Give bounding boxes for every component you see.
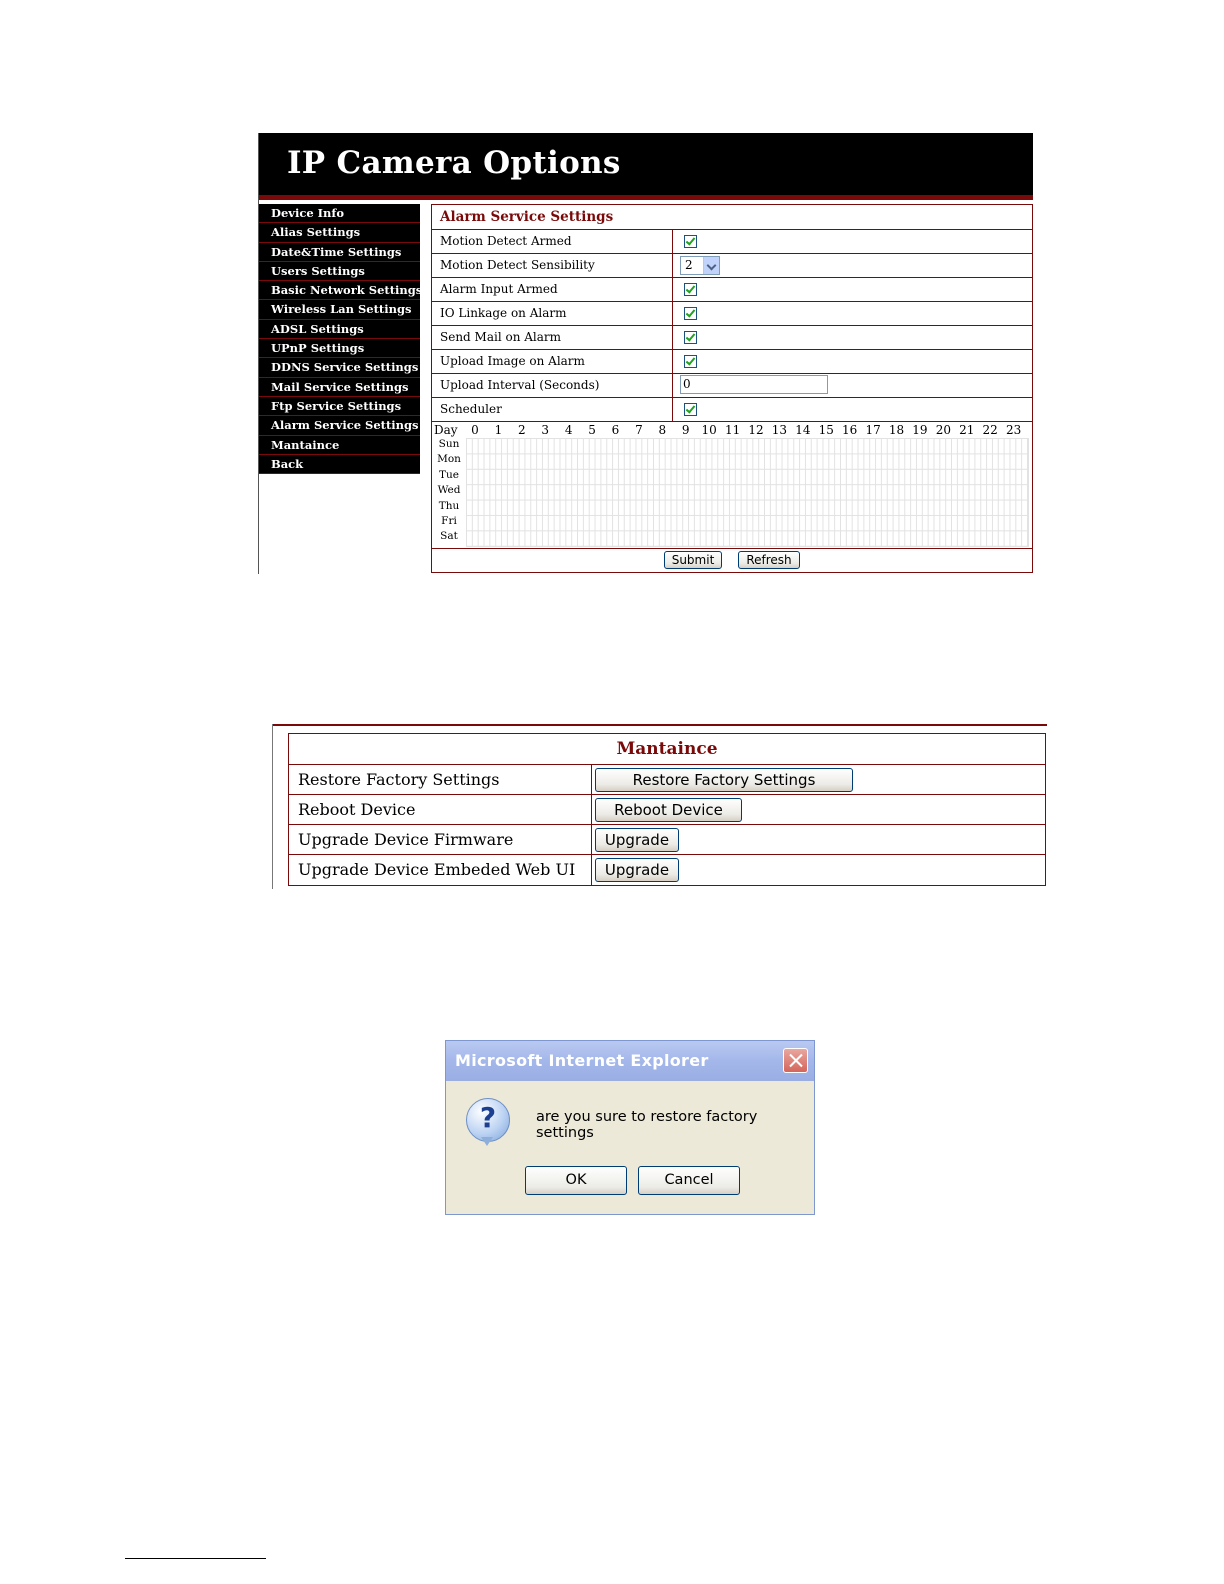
hour-label: 15 [818,423,834,437]
day-label: Thu [438,499,460,512]
hour-label: 8 [658,423,667,437]
dialog-title: Microsoft Internet Explorer [455,1051,709,1070]
divider [272,724,1047,726]
row-motion-detect-armed [432,229,1032,253]
send-mail-checkbox[interactable] [684,331,697,344]
submit-button[interactable]: Submit [664,551,722,569]
column-divider [672,254,673,277]
hour-label: 16 [842,423,858,437]
chevron-down-icon[interactable] [703,257,719,274]
sidebar-item-back[interactable]: Back [259,455,420,474]
day-header: Day [434,423,458,437]
scheduler-checkbox[interactable] [684,403,697,416]
hour-label: 14 [795,423,811,437]
hour-label: 1 [494,423,503,437]
row-io-linkage [432,301,1032,325]
ip-camera-options-panel [258,133,1033,574]
row-upgrade-web-ui [289,854,1045,885]
upload-interval-input[interactable]: 0 [680,375,828,394]
row-label: Upgrade Device Firmware [298,830,514,849]
alarm-settings-form [431,204,1033,573]
row-label: Upload Interval (Seconds) [440,378,600,392]
column-divider [672,398,673,421]
column-divider [591,765,592,795]
row-restore-factory [289,764,1045,795]
sidebar-item-upnp-settings[interactable]: UPnP Settings [259,339,420,358]
divider [272,724,273,889]
row-send-mail [432,325,1032,349]
row-upload-image [432,349,1032,373]
question-icon: ? [466,1098,510,1142]
cancel-button[interactable]: Cancel [638,1166,740,1195]
row-label: Motion Detect Sensibility [440,258,595,272]
column-divider [672,326,673,349]
day-label: Mon [437,453,461,466]
reboot-device-button[interactable]: Reboot Device [595,798,742,822]
row-upgrade-firmware [289,824,1045,855]
sensibility-value: 2 [685,258,693,272]
hour-label: 17 [865,423,881,437]
dialog-message: are you sure to restore factory settings [536,1109,758,1141]
hour-label: 19 [912,423,928,437]
column-divider [591,825,592,855]
day-label: Sat [440,530,458,543]
confirm-dialog [445,1040,815,1215]
hour-label: 7 [635,423,643,437]
sidebar-item-users-settings[interactable]: Users Settings [259,262,420,281]
column-divider [672,350,673,373]
hour-label: 2 [518,423,526,437]
hour-label: 21 [959,423,975,437]
schedule-grid-section [432,421,1032,548]
upgrade-web-ui-button[interactable]: Upgrade [595,858,679,882]
hour-label: 0 [471,423,479,437]
sidebar-item-mantaince[interactable]: Mantaince [259,436,420,455]
row-label: Send Mail on Alarm [440,330,562,344]
hour-label: 13 [771,423,788,437]
row-reboot-device [289,794,1045,825]
hour-label: 4 [564,423,573,437]
upload-image-checkbox[interactable] [684,355,697,368]
row-label: Restore Factory Settings [298,770,500,789]
header-bar [259,133,1033,200]
sidebar-item-ftp-service-settings[interactable]: Ftp Service Settings [259,397,420,416]
row-alarm-input-armed [432,277,1032,301]
form-footer [432,548,1032,573]
hour-label: 12 [748,423,764,437]
sidebar-item-adsl-settings[interactable]: ADSL Settings [259,320,420,339]
column-divider [591,795,592,825]
sidebar-item-alarm-service-settings[interactable]: Alarm Service Settings [259,416,420,435]
row-label: Reboot Device [298,800,416,819]
motion-detect-armed-checkbox[interactable] [684,235,697,248]
row-label: Alarm Input Armed [440,282,558,296]
page-title: IP Camera Options [287,145,621,181]
hour-label: 18 [888,423,905,437]
hour-label: 22 [982,423,998,437]
io-linkage-checkbox[interactable] [684,307,697,320]
row-upload-interval [432,373,1032,397]
row-motion-detect-sensibility [432,253,1032,277]
column-divider [672,374,673,397]
hour-label: 5 [588,423,596,437]
restore-factory-settings-button[interactable]: Restore Factory Settings [595,768,853,792]
sidebar-item-device-info[interactable]: Device Info [259,204,420,223]
column-divider [672,302,673,325]
maintenance-panel [272,724,1047,889]
row-scheduler [432,397,1032,421]
hour-label: 6 [611,423,620,437]
row-label: Motion Detect Armed [440,234,572,248]
hour-label: 11 [724,423,741,437]
hour-label: 10 [701,423,717,437]
sensibility-select[interactable] [680,256,720,275]
day-label: Tue [439,468,459,481]
row-label: Upload Image on Alarm [440,354,585,368]
sidebar-item-date-time-settings[interactable]: Date&Time Settings [259,243,420,262]
sidebar-item-ddns-service-settings[interactable]: DDNS Service Settings [259,358,420,377]
sidebar-item-wireless-lan-settings[interactable]: Wireless Lan Settings [259,300,420,319]
upgrade-firmware-button[interactable]: Upgrade [595,828,679,852]
close-icon[interactable] [783,1048,808,1073]
hour-label: 3 [541,423,550,437]
day-label: Sun [438,438,460,450]
refresh-button[interactable]: Refresh [738,551,800,569]
row-label: Upgrade Device Embeded Web UI [298,860,576,879]
footnote-rule [125,1558,266,1559]
hour-label: 9 [681,423,690,437]
maintenance-title: Mantaince [616,739,718,759]
column-divider [672,278,673,301]
ok-button[interactable]: OK [525,1166,627,1195]
sidebar-item-basic-network-settings[interactable]: Basic Network Settings [259,281,420,300]
maintenance-table [288,733,1046,886]
sidebar [259,204,423,474]
alarm-input-armed-checkbox[interactable] [684,283,697,296]
column-divider [591,855,592,885]
sidebar-item-alias-settings[interactable]: Alias Settings [259,223,420,242]
row-label: Scheduler [440,402,502,416]
sidebar-item-mail-service-settings[interactable]: Mail Service Settings [259,378,420,397]
schedule-grid[interactable] [466,438,1029,547]
hour-label: 20 [935,423,951,437]
row-label: IO Linkage on Alarm [440,306,567,320]
day-label: Wed [437,484,461,497]
section-title: Alarm Service Settings [440,209,614,225]
day-label: Fri [441,515,457,527]
column-divider [672,230,673,253]
dialog-titlebar[interactable] [446,1041,814,1081]
hour-label: 23 [1005,423,1022,437]
